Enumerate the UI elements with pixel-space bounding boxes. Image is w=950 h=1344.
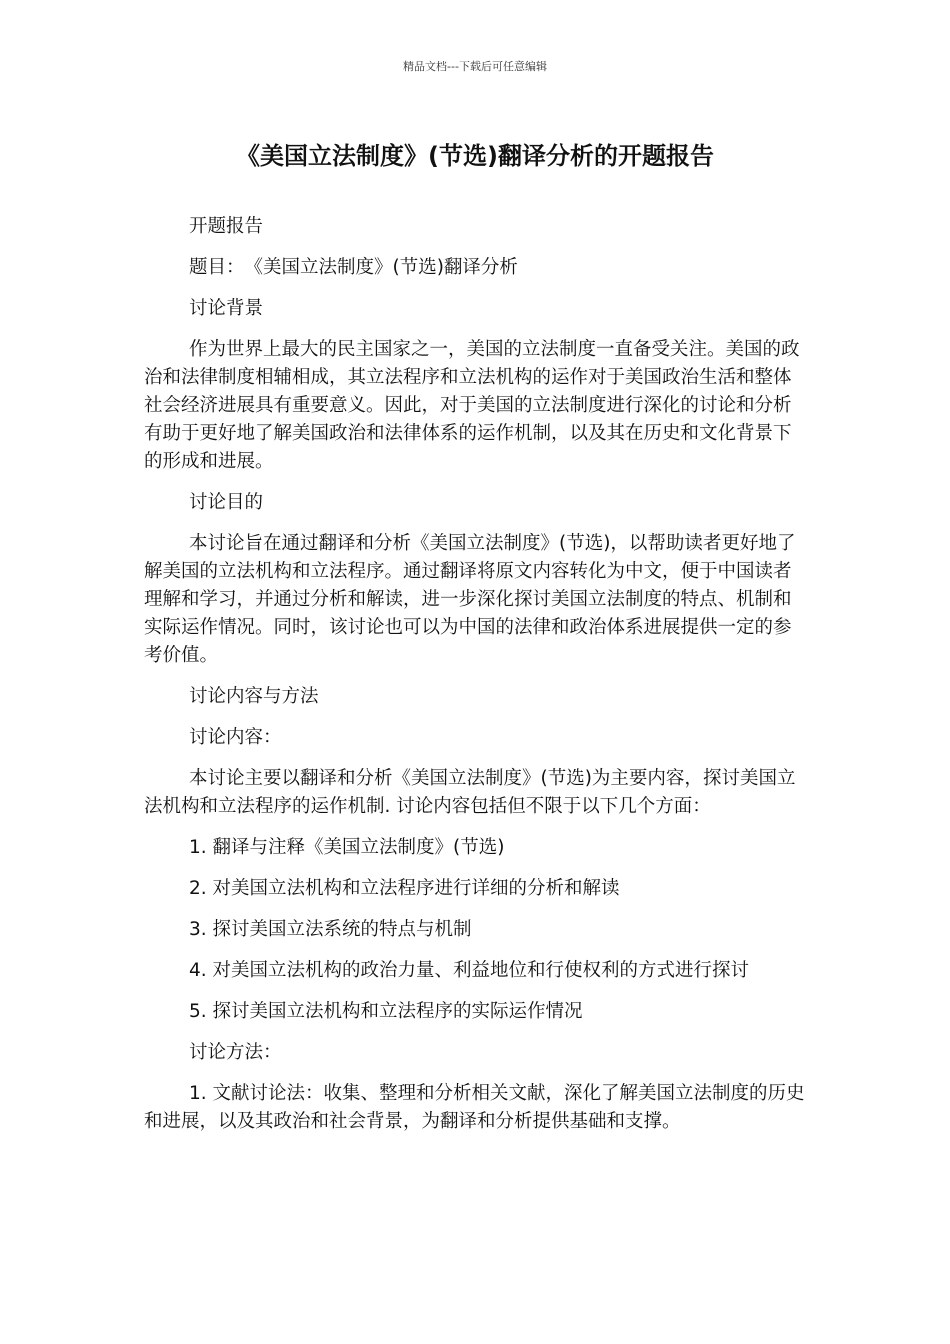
page-header: 精品文档---下载后可任意编辑 bbox=[403, 60, 547, 73]
list-item: 3. 探讨美国立法系统的特点与机制 bbox=[189, 919, 472, 940]
content-paragraph: 本讨论主要以翻译和分析《美国立法制度》(节选)为主要内容，探讨美国立法机构和立法程序的运作机制. 讨论内容包括但不限于以下几个方面： bbox=[144, 768, 796, 817]
section-heading-background: 讨论背景 bbox=[189, 298, 264, 319]
method-paragraph: 1. 文献讨论法：收集、整理和分析相关文献，深化了解美国立法制度的历史和进展，以及其政治和社会背景，为翻译和分析提供基础和支撑。 bbox=[144, 1083, 805, 1132]
list-item: 2. 对美国立法机构和立法程序进行详细的分析和解读 bbox=[189, 878, 620, 899]
list-item: 4. 对美国立法机构的政治力量、利益地位和行使权利的方式进行探讨 bbox=[189, 960, 750, 981]
section-heading-content-method: 讨论内容与方法 bbox=[189, 686, 319, 707]
list-item: 5. 探讨美国立法机构和立法程序的实际运作情况 bbox=[189, 1001, 583, 1022]
background-paragraph: 作为世界上最大的民主国家之一，美国的立法制度一直备受关注。美国的政治和法律制度相辅相成，其立法程序和立法机构的运作对于美国政治生活和整体社会经济进展具有重要意义。因此，对于美国的立法制度进行深化的讨论和分析有助于更好地了解美国政治和法律体系的运作机制，以及其在历史和文化背景下的形成和进展。 bbox=[144, 339, 800, 472]
subheading-content: 讨论内容： bbox=[189, 727, 282, 748]
topic-line: 题目： 《美国立法制度》(节选)翻译分析 bbox=[189, 257, 518, 278]
section-heading-report: 开题报告 bbox=[189, 216, 264, 237]
document-title: 《美国立法制度》(节选)翻译分析的开题报告 bbox=[236, 142, 714, 170]
document-body bbox=[144, 213, 806, 1149]
section-heading-purpose: 讨论目的 bbox=[189, 492, 264, 513]
purpose-paragraph: 本讨论旨在通过翻译和分析《美国立法制度》(节选)，以帮助读者更好地了解美国的立法机构和立法程序。通过翻译将原文内容转化为中文，便于中国读者理解和学习，并通过分析和解读，进一步深化探讨美国立法制度的特点、机制和实际运作情况。同时，该讨论也可以为中国的法律和政治体系进展提供一定的参考价值。 bbox=[144, 533, 796, 666]
list-item: 1. 翻译与注释《美国立法制度》(节选) bbox=[189, 837, 505, 858]
subheading-method: 讨论方法： bbox=[189, 1042, 282, 1063]
